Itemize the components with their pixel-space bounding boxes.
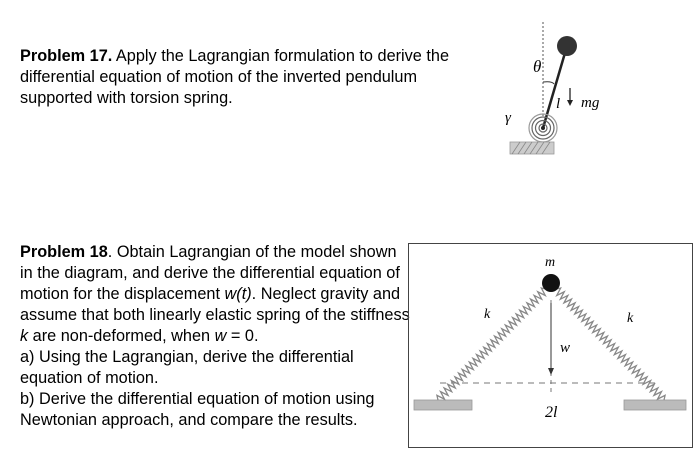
spring-right-label: k xyxy=(627,311,634,326)
inverted-pendulum-diagram xyxy=(495,15,635,165)
length-label: l xyxy=(556,96,561,112)
w-symbol: w(t) xyxy=(224,285,252,303)
stiffness-label: γ xyxy=(505,110,511,126)
mass-label: m xyxy=(545,255,556,270)
ground-support xyxy=(510,142,554,154)
problem-18-text2: . Neglect gravity and assume that both linearly elastic spring of the stiffness xyxy=(20,285,410,324)
problem-18-intro: . Obtain Lagrangian of the model shown in the diagram, and derive the differential equation of motion for the displacement xyxy=(20,243,400,303)
problem-18-text3: are non-deformed, when xyxy=(28,327,215,345)
spring-left-label: k xyxy=(484,307,491,322)
pendulum-bob xyxy=(557,36,577,56)
theta-label: θ xyxy=(533,57,542,76)
left-support xyxy=(414,400,472,410)
spring-mass-diagram xyxy=(408,243,693,448)
k-symbol: k xyxy=(20,327,29,345)
mass-ball xyxy=(542,274,560,292)
problem-18-text xyxy=(20,242,410,431)
problem-18-text4: = 0. xyxy=(226,327,259,345)
problem-18-heading: Problem 18 xyxy=(20,243,108,261)
problem-17-body: Apply the Lagrangian formulation to derive the differential equation of motion of the inverted pendulum supported with torsion spring. xyxy=(20,47,450,107)
problem-17-heading: Problem 17. xyxy=(20,47,113,65)
problem-18-part-a: a) Using the Lagrangian, derive the differential equation of motion. xyxy=(20,348,354,387)
problem-18-part-b: b) Derive the differential equation of motion using Newtonian approach, and compare the results. xyxy=(20,390,375,429)
span-label: 2l xyxy=(545,404,558,421)
right-support xyxy=(624,400,686,410)
displacement-label: w xyxy=(560,340,571,356)
w-equals: w xyxy=(214,327,227,345)
weight-label: mg xyxy=(581,95,600,111)
problem-17-text xyxy=(20,46,490,109)
